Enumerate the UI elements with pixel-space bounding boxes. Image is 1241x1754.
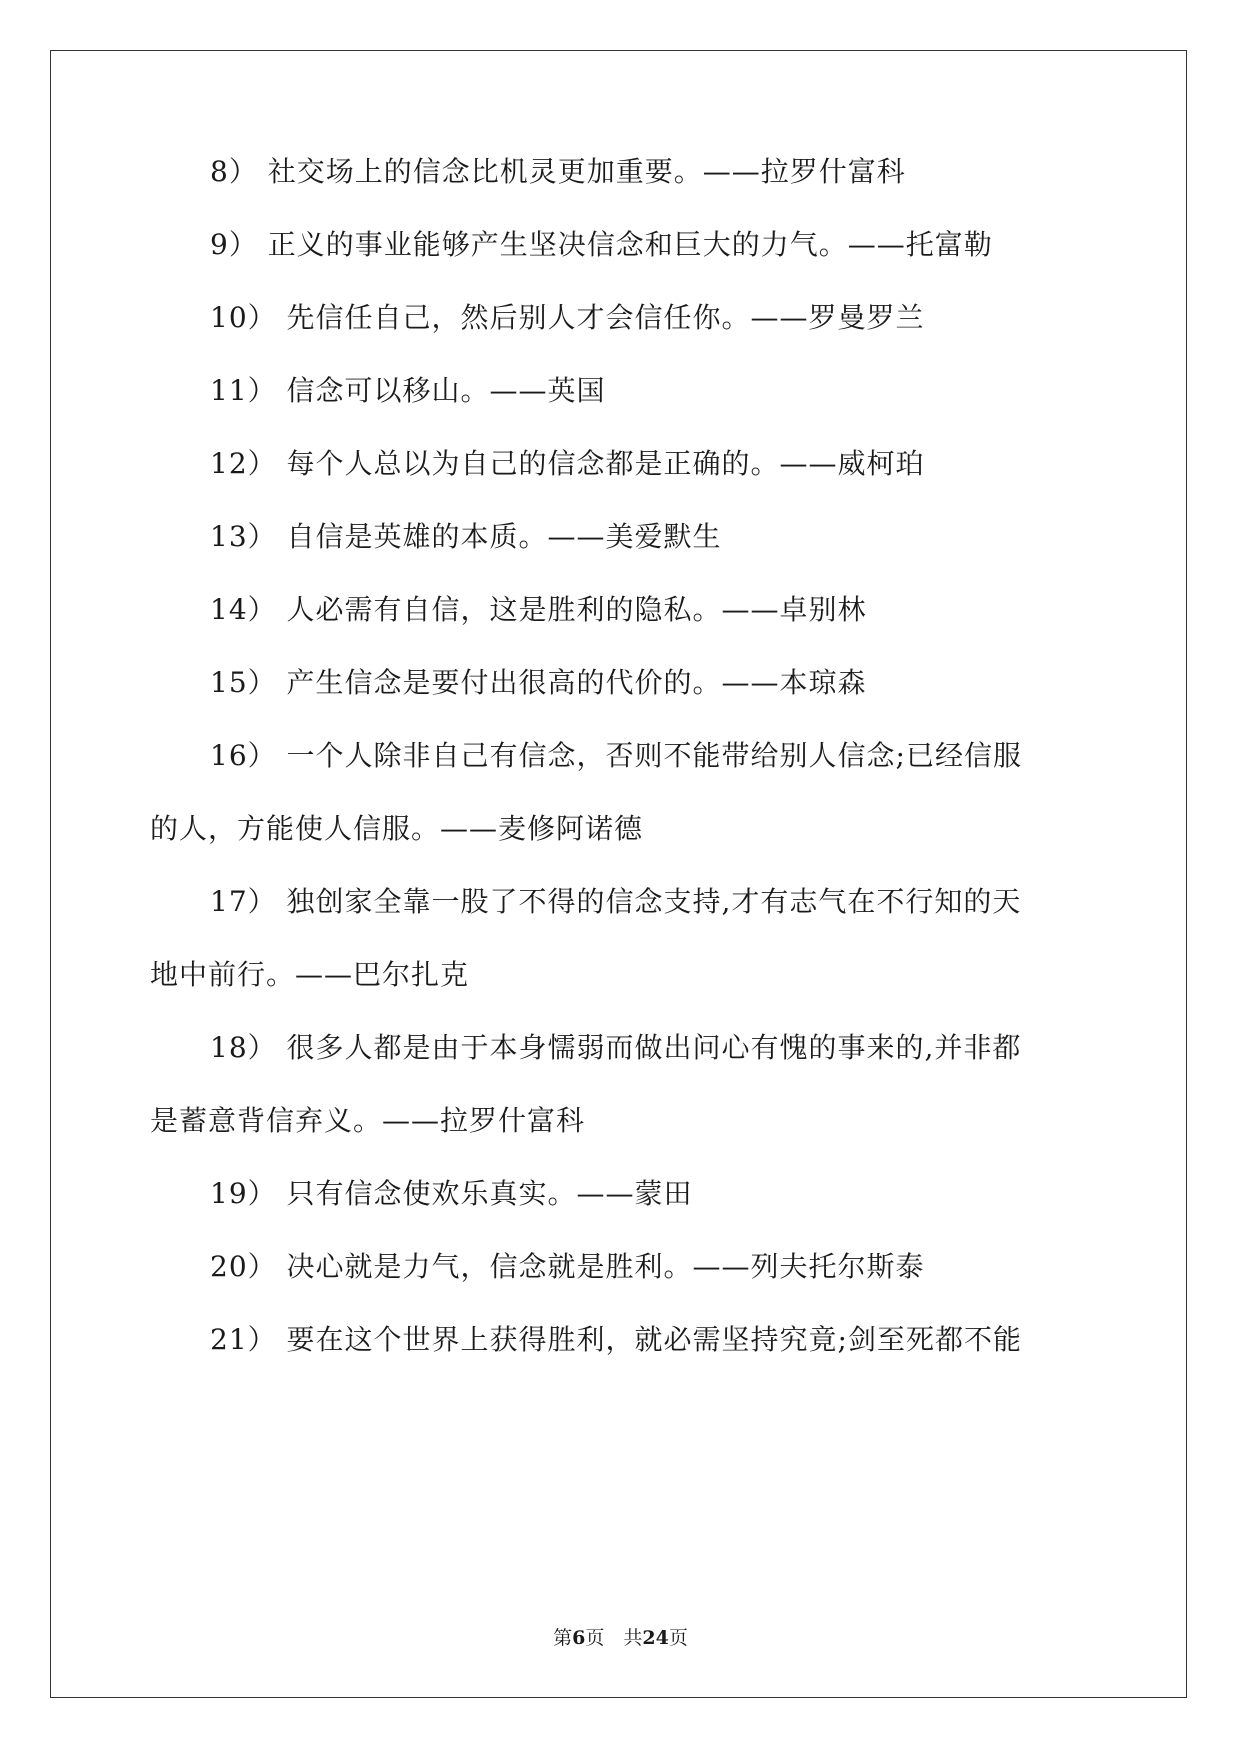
text-line: 15） 产生信念是要付出很高的代价的。——本琼森 — [210, 666, 867, 699]
text-line: 的人，方能使人信服。——麦修阿诺德 — [150, 812, 644, 845]
footer-suffix: 页 — [668, 1627, 688, 1649]
text-line: 16） 一个人除非自己有信念，否则不能带给别人信念;已经信服 — [210, 739, 1022, 772]
footer-page-number: 6 — [572, 1627, 586, 1649]
text-line: 9） 正义的事业能够产生坚决信念和巨大的力气。——托富勒 — [210, 228, 993, 261]
footer-prefix: 第 — [553, 1627, 573, 1649]
text-line: 19） 只有信念使欢乐真实。——蒙田 — [210, 1177, 693, 1210]
page-footer — [0, 1626, 1241, 1650]
text-line: 21） 要在这个世界上获得胜利，就必需坚持究竟;剑至死都不能 — [210, 1323, 1022, 1356]
text-line: 20） 决心就是力气，信念就是胜利。——列夫托尔斯泰 — [210, 1250, 925, 1283]
footer-total-pages: 24 — [642, 1627, 669, 1649]
text-line: 是蓄意背信弃义。——拉罗什富科 — [150, 1104, 586, 1137]
text-line: 18） 很多人都是由于本身懦弱而做出问心有愧的事来的,并非都 — [210, 1031, 1022, 1064]
text-line: 10） 先信任自己，然后别人才会信任你。——罗曼罗兰 — [210, 301, 925, 334]
text-line: 11） 信念可以移山。——英国 — [210, 374, 606, 407]
footer-middle: 页 共 — [585, 1627, 643, 1649]
text-line: 12） 每个人总以为自己的信念都是正确的。——威柯珀 — [210, 447, 925, 480]
text-line: 地中前行。——巴尔扎克 — [150, 958, 470, 991]
text-line: 8） 社交场上的信念比机灵更加重要。——拉罗什富科 — [210, 155, 906, 188]
text-line: 13） 自信是英雄的本质。——美爱默生 — [210, 520, 722, 553]
text-line: 17） 独创家全靠一股了不得的信念支持,才有志气在不行知的天 — [210, 885, 1022, 918]
text-line: 14） 人必需有自信，这是胜利的隐私。——卓别林 — [210, 593, 867, 626]
